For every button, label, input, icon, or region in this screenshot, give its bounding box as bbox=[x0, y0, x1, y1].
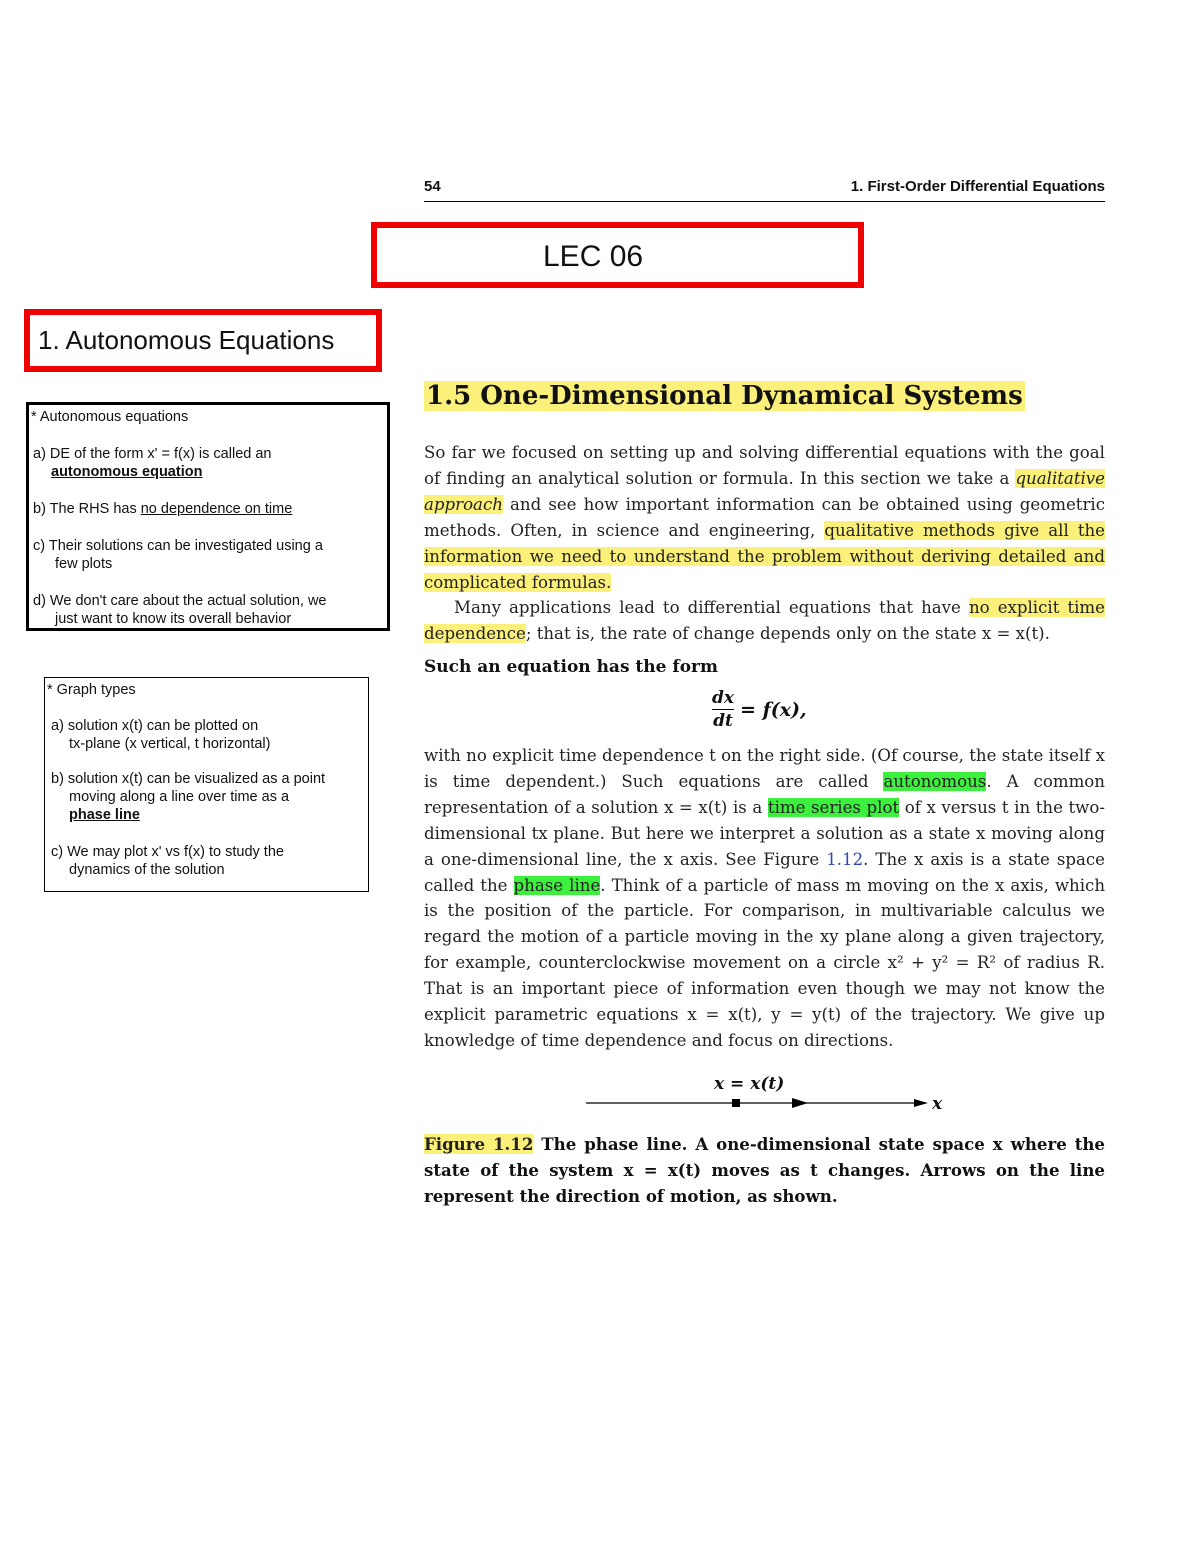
note-c-line2: few plots bbox=[55, 556, 113, 572]
note-b-line1: b) solution x(t) can be visualized as a point bbox=[51, 771, 326, 787]
page-header bbox=[424, 176, 1105, 202]
note-d-line1: d) We don't care about the actual solution, we bbox=[33, 593, 327, 609]
notes-graph-box bbox=[44, 677, 369, 892]
highlight-no-explicit-time: no explicit time dependence bbox=[424, 598, 1105, 643]
lecture-label-box bbox=[371, 222, 864, 288]
note-a-line1: a) solution x(t) can be plotted on bbox=[51, 718, 259, 734]
figure-caption: Figure 1.12 The phase line. A one-dimensional state space x where the state of the system x = x(t) moves as t changes. Arrows on the line represent the direction of motion, as shown. bbox=[424, 1134, 1105, 1206]
equation-lead-in: Such an equation has the form bbox=[424, 657, 718, 677]
section-title: 1.5 One-Dimensional Dynamical Systems bbox=[426, 381, 1023, 411]
lecture-label: LEC 06 bbox=[543, 240, 644, 273]
paragraph-applications: Many applications lead to differential equations that have no explicit time dependence; that is, the rate of change depends only on the state x = x(t). bbox=[424, 598, 1105, 643]
note-b-term: no dependence on time bbox=[140, 501, 293, 517]
note-c-line2: dynamics of the solution bbox=[69, 862, 225, 878]
direction-arrow bbox=[792, 1098, 808, 1108]
note-c-line1: c) We may plot x' vs f(x) to study the bbox=[51, 844, 284, 860]
phase-point-label: x = x(t) bbox=[714, 1074, 785, 1094]
topic-title-box bbox=[24, 309, 382, 372]
note-b: b) The RHS has no dependence on time bbox=[33, 501, 293, 517]
phase-axis-label: x bbox=[932, 1094, 943, 1114]
note-a-line2: tx-plane (x vertical, t horizontal) bbox=[69, 736, 271, 752]
derivative-fraction: $\frac{dx}{dt}$ bbox=[712, 688, 735, 731]
page-number: 54 bbox=[424, 178, 441, 195]
notes-heading: * Autonomous equations bbox=[31, 409, 189, 425]
note-a-term: autonomous equation bbox=[51, 464, 203, 480]
note-d-line2: just want to know its overall behavior bbox=[55, 611, 292, 627]
phase-point bbox=[732, 1099, 740, 1107]
notes-autonomous-box bbox=[26, 402, 390, 631]
figure-reference-link[interactable]: 1.12 bbox=[826, 849, 864, 869]
highlight-phase-line: phase line bbox=[513, 875, 601, 895]
highlight-autonomous: autonomous bbox=[883, 771, 987, 791]
axis-arrowhead bbox=[914, 1099, 928, 1107]
note-a: a) DE of the form x' = f(x) is called an bbox=[33, 446, 272, 462]
note-b-term: phase line bbox=[69, 807, 140, 823]
autonomous-equation bbox=[712, 688, 807, 731]
chapter-title: 1. First-Order Differential Equations bbox=[850, 178, 1105, 195]
phase-line-diagram bbox=[580, 1092, 943, 1116]
note-c-line1: c) Their solutions can be investigated using a bbox=[33, 538, 323, 554]
highlight-qualitative-approach: qualitative approach bbox=[424, 468, 1105, 514]
note-b-line2: moving along a line over time as a bbox=[69, 789, 290, 805]
equation-rhs: = f(x), bbox=[740, 698, 807, 721]
paragraph-intro: So far we focused on setting up and solving differential equations with the goal of finding an analytical solution or formula. In this section we take a qualitative approach and see how important information can be obtained using geometric methods. Often, in science and engineering, qualitative methods give all the information we need to understand the problem without deriving detailed and complicated formulas. bbox=[424, 443, 1105, 592]
paragraph-autonomous: with no explicit time dependence t on the right side. (Of course, the state itself x is time dependent.) Such equations are called autonomous. A common representation of a solution x = x(t) is a time series plot of x versus t in the two-dimensional tx plane. But here we interpret a solution as a state x moving along a one-dimensional line, the x axis. See Figure 1.12. The x axis is a state space called the phase line. Think of a particle of mass m moving on the x axis, which is the position of the particle. For comparison, in multivariable calculus we regard the motion of a particle moving in the xy plane along a given trajectory, for example, counterclockwise movement on a circle x² + y² = R² of radius R. That is an important piece of information even though we may not know the explicit parametric equations x = x(t), y = y(t) of the trajectory. We give up knowledge of time dependence and focus on directions. bbox=[424, 746, 1106, 1050]
highlight-time-series-plot: time series plot bbox=[767, 797, 900, 817]
highlight-qualitative-methods: qualitative methods give all the information we need to understand the problem without deriving detailed and complicated formulas. bbox=[424, 520, 1105, 592]
notes-heading: * Graph types bbox=[47, 682, 136, 698]
topic-title: 1. Autonomous Equations bbox=[38, 325, 335, 355]
figure-label: Figure 1.12 bbox=[424, 1134, 534, 1154]
